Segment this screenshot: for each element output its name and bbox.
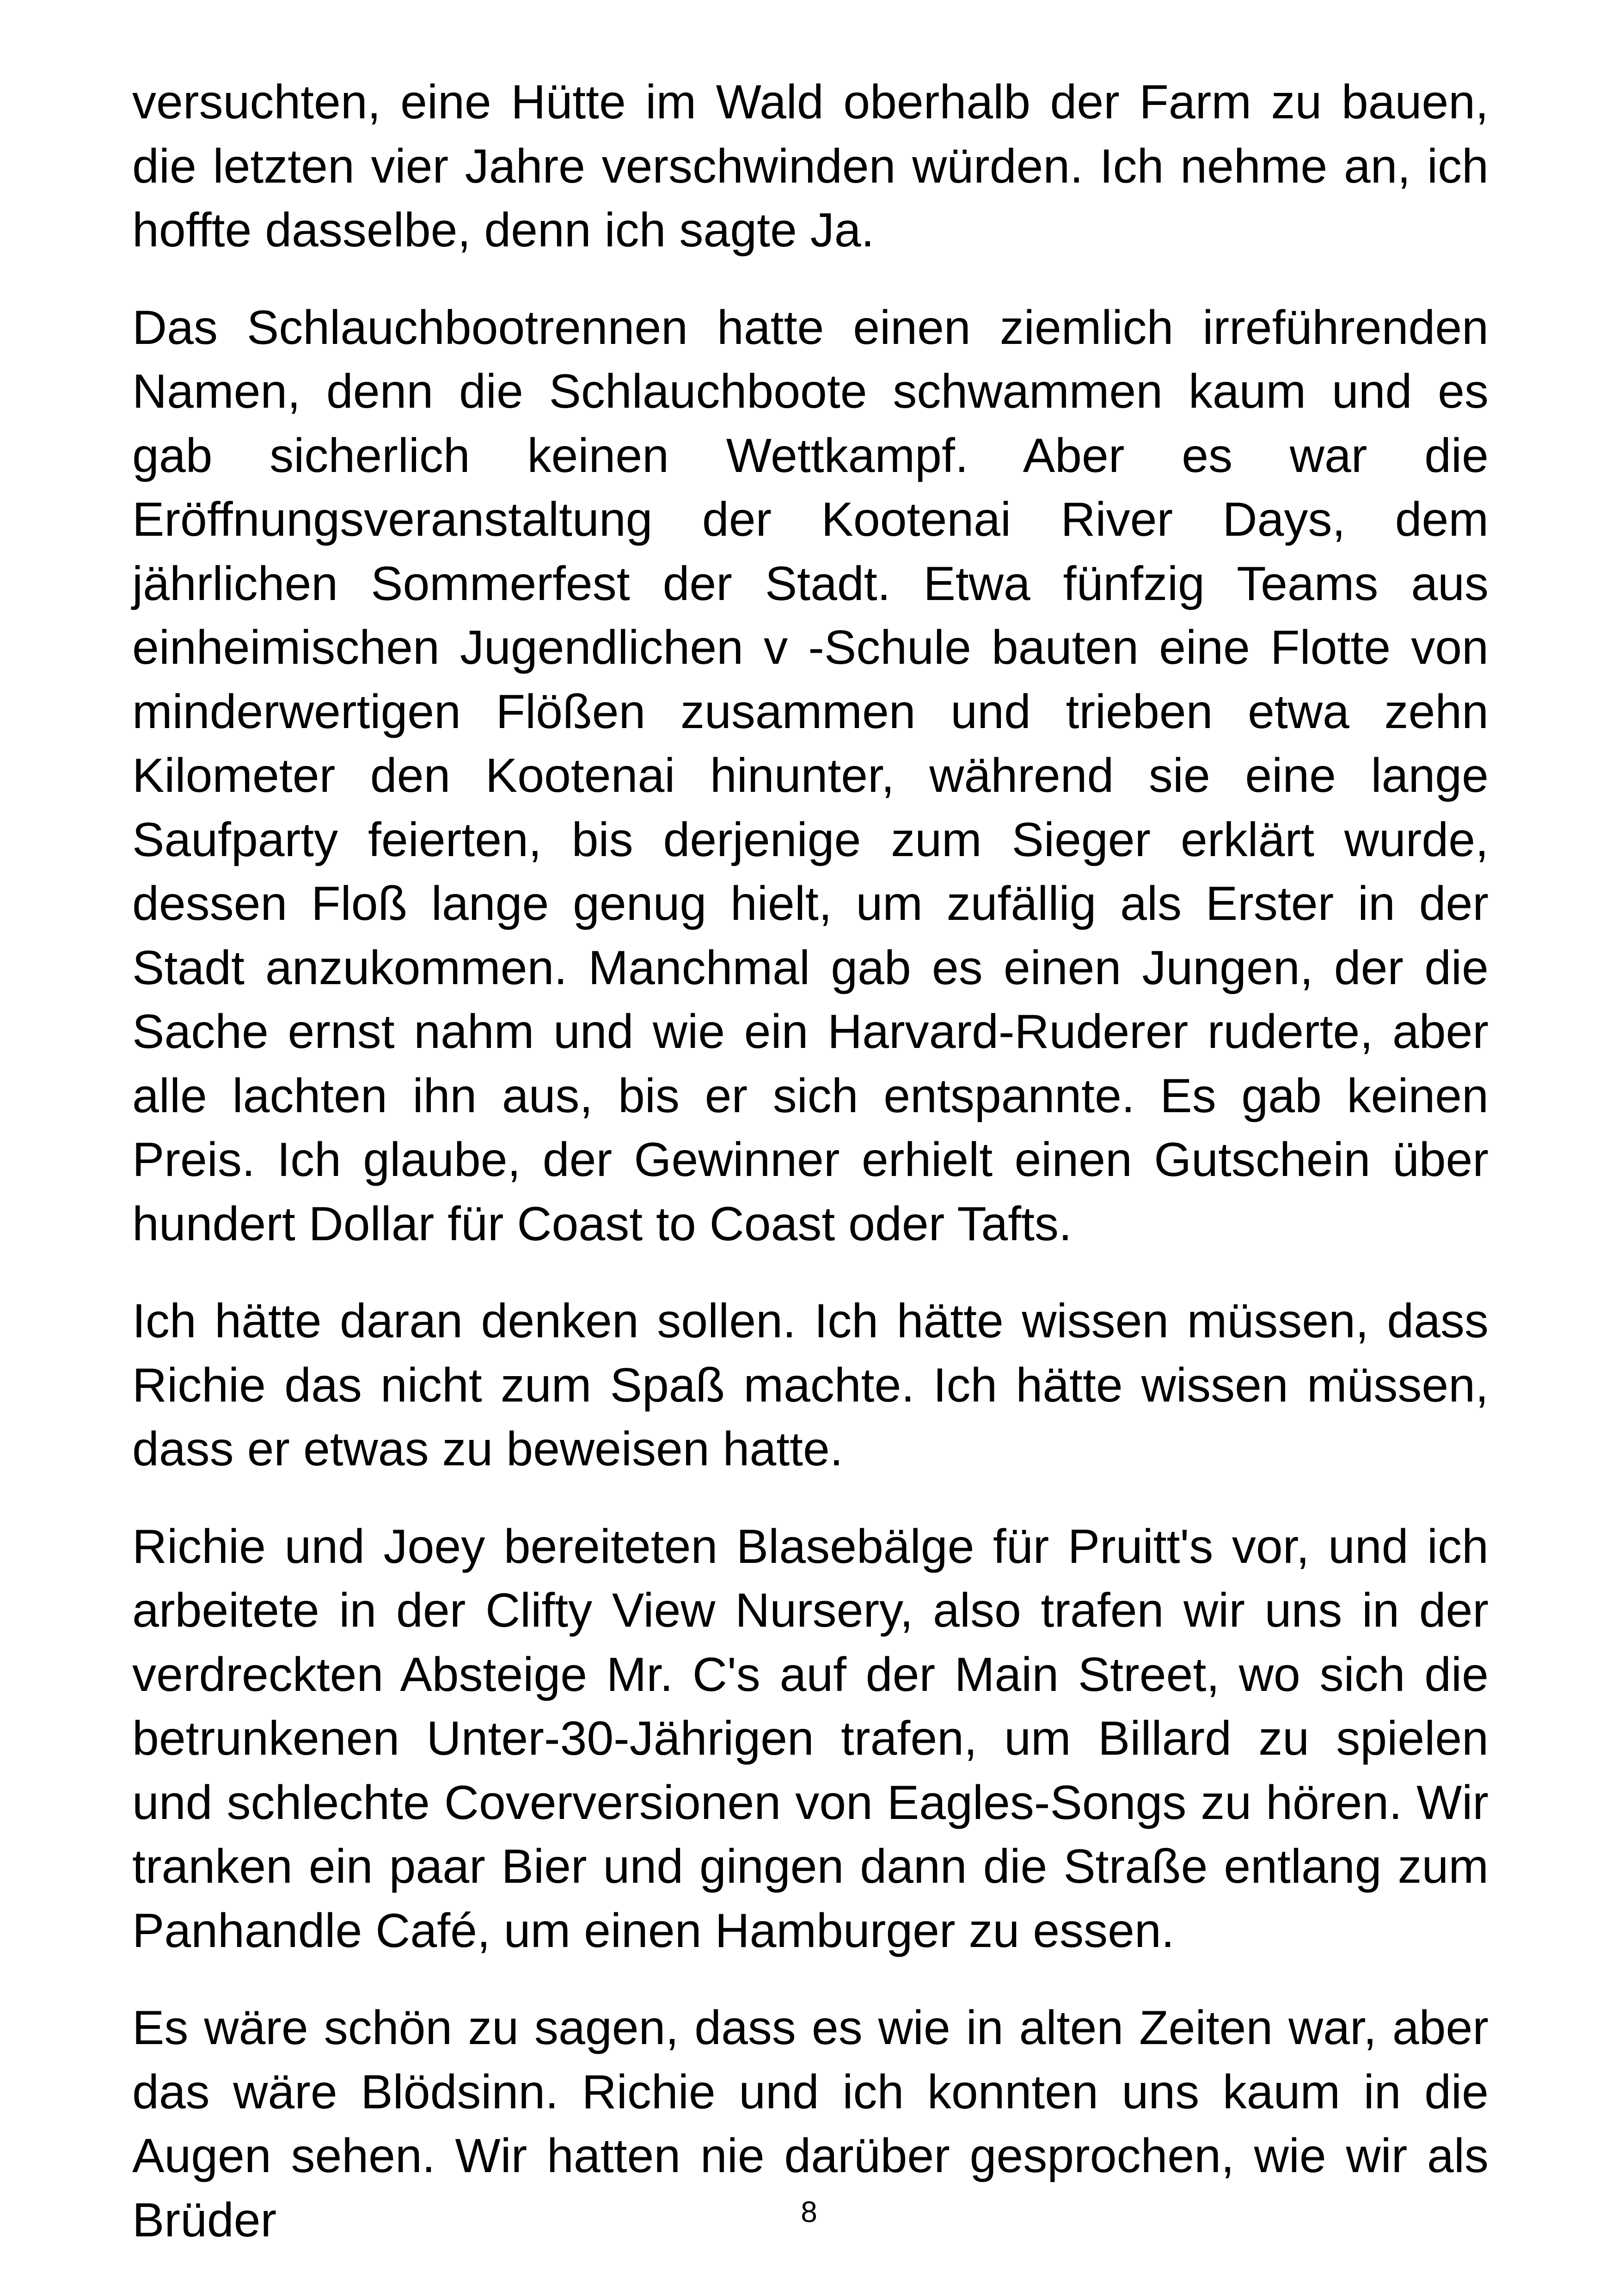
paragraph: Richie und Joey bereiteten Blasebälge für Pruitt's vor, und ich arbeitete in der Clifty View Nursery, also trafen wir uns in der verdreckten Absteige Mr. C's auf der Main Street, wo sich die betrunkenen Unter-30-Jährigen trafen, um Billard zu spielen und schlechte Coverversionen von Eagles-Songs zu hören. Wir tranken ein paar Bier und gingen dann die Straße entlang zum Panhandle Café, um einen Hamburger zu essen. bbox=[132, 1519, 1489, 1958]
paragraph: Ich hätte daran denken sollen. Ich hätte wissen müssen, dass Richie das nicht zum Spaß machte. Ich hätte wissen müssen, dass er etwas zu beweisen hatte. bbox=[132, 1294, 1489, 1476]
paragraph: Das Schlauchbootrennen hatte einen ziemlich irreführenden Namen, denn die Schlauchboote schwammen kaum und es gab sicherlich keinen Wettkampf. Aber es war die Eröffnungsveranstaltung der Kootenai River Days, dem jährlichen Sommerfest der Stadt. Etwa fünfzig Teams aus einheimischen Jugendlichen v -Schule bauten eine Flotte von minderwertigen Flößen zusammen und trieben etwa zehn Kilometer den Kootenai hinunter, während sie eine lange Saufparty feierten, bis derjenige zum Sieger erklärt wurde, dessen Floß lange genug hielt, um zufällig als Erster in der Stadt anzukommen. Manchmal gab es einen Jungen, der die Sache ernst nahm und wie ein Harvard-Ruderer ruderte, aber alle lachten ihn aus, bis er sich entspannte. Es gab keinen Preis. Ich glaube, der Gewinner erhielt einen Gutschein über hundert Dollar für Coast to Coast oder Tafts. bbox=[132, 300, 1489, 1251]
page-number: 8 bbox=[801, 2195, 817, 2229]
paragraph: Es wäre schön zu sagen, dass es wie in alten Zeiten war, aber das wäre Blödsinn. Richie und ich konnten uns kaum in die Augen sehen. Wir hatten nie darüber gesprochen, wie wir als Brüder bbox=[132, 2001, 1489, 2247]
body-text bbox=[132, 70, 1489, 2285]
paragraph: versuchten, eine Hütte im Wald oberhalb der Farm zu bauen, die letzten vier Jahre verschwinden würden. Ich nehme an, ich hoffte dasselbe, denn ich sagte Ja. bbox=[132, 75, 1489, 257]
